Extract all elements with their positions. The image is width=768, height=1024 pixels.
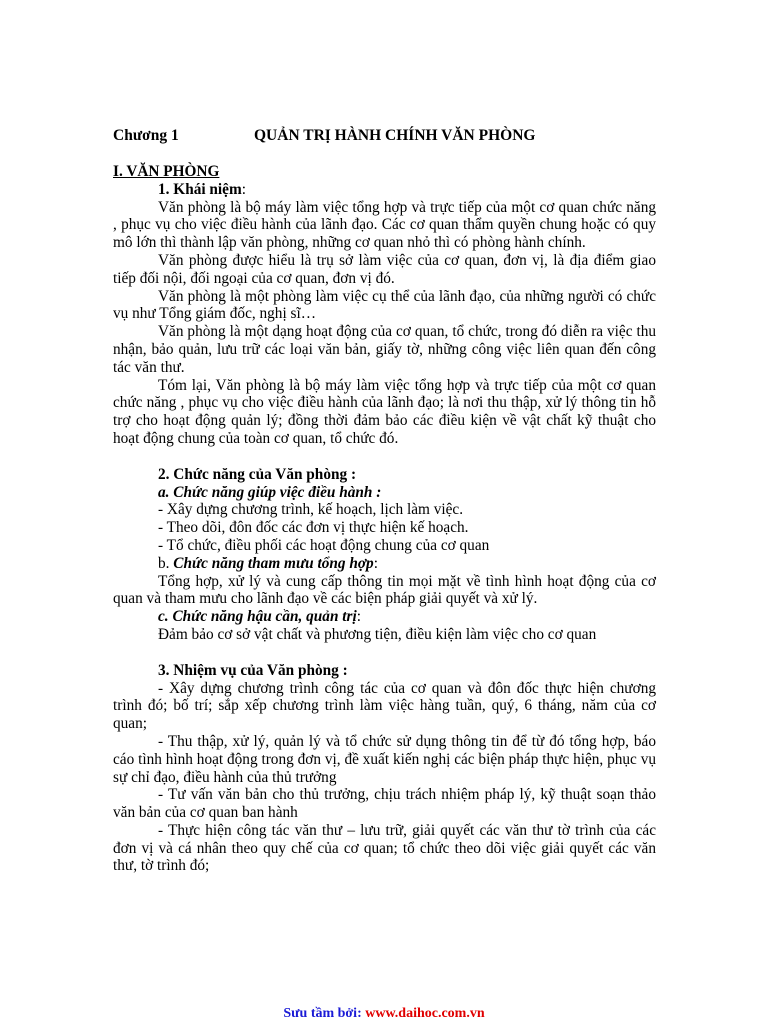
concept-paragraph-1: Văn phòng là bộ máy làm việc tổng hợp và trực tiếp của một cơ quan chức năng , phục vụ cho việc điều hành của lãnh đạo. Các cơ quan thẩm quyền chung hoặc có quy mô lớn thì thành lập văn phòng, những cơ quan nhỏ thì có phòng hành chính.	[113, 198, 656, 252]
function-b-text: Tổng hợp, xử lý và cung cấp thông tin mọi mặt về tình hình hoạt động của cơ quan và tham mưu cho lãnh đạo về các biện pháp giải quyết và xử lý.	[113, 572, 656, 608]
function-a-item-3: - Tổ chức, điều phối các hoạt động chung của cơ quan	[158, 536, 490, 554]
function-a-item-1: - Xây dựng chương trình, kế hoạch, lịch làm việc.	[158, 501, 464, 519]
duty-item-4: - Thực hiện công tác văn thư – lưu trữ, giải quyết các văn thư tờ trình của các đơn vị và cá nhân theo quy chế của cơ quan; tổ chức theo dõi việc giải quyết các văn thư, tờ trình đó;	[113, 821, 656, 875]
chapter-heading	[113, 127, 656, 145]
function-b-heading	[113, 555, 656, 573]
duty-item-3: - Tư vấn văn bản cho thủ trưởng, chịu trách nhiệm pháp lý, kỹ thuật soạn thảo văn bản của cơ quan ban hành	[113, 786, 656, 822]
chapter-title: QUẢN TRỊ HÀNH CHÍNH VĂN PHÒNG	[254, 127, 536, 144]
function-b-colon: :	[373, 554, 378, 572]
concept-paragraph-2: Văn phòng được hiểu là trụ sở làm việc của cơ quan, đơn vị, là địa điểm giao tiếp đối nội, đối ngoại của cơ quan, đơn vị đó.	[113, 251, 656, 287]
section-heading: I. VĂN PHÒNG	[113, 163, 220, 180]
function-a-heading: a. Chức năng giúp việc điều hành :	[158, 483, 382, 501]
functions-heading: 2. Chức năng của Văn phòng :	[158, 465, 357, 483]
duties-heading: 3. Nhiệm vụ của Văn phòng :	[158, 661, 348, 679]
duty-item-1: - Xây dựng chương trình công tác của cơ quan và đôn đốc thực hiện chương trình đó; bố trí; sắp xếp chương trình làm việc hàng tuần, quý, 6 tháng, năm của cơ quan;	[113, 679, 656, 733]
document-page	[113, 127, 656, 875]
function-b-title: Chức năng tham mưu tổng hợp	[173, 554, 374, 572]
concept-title: 1. Khái niệm	[158, 180, 242, 198]
function-c-colon: :	[356, 608, 361, 626]
concept-summary-paragraph: Tóm lại, Văn phòng là bộ máy làm việc tổng hợp và trực tiếp của một cơ quan chức năng , phục vụ cho việc điều hành của lãnh đạo; là nơi thu thập, xử lý thông tin hỗ trợ cho hoạt động quản lý; đồng thời đảm bảo các điều kiện về vật chất kỹ thuật cho hoạt động chung của toàn cơ quan, tổ chức đó.	[113, 376, 656, 447]
spacer	[113, 644, 656, 662]
concept-colon: :	[241, 180, 246, 198]
function-b-prefix: b.	[158, 554, 174, 572]
function-c-heading	[113, 608, 656, 626]
concept-heading	[113, 181, 656, 199]
chapter-number: Chương 1	[113, 127, 179, 144]
function-c-text: Đảm bảo cơ sở vật chất và phương tiện, điều kiện làm việc cho cơ quan	[158, 625, 597, 643]
concept-paragraph-3: Văn phòng là một phòng làm việc cụ thể của lãnh đạo, của những người có chức vụ như Tổng giám đốc, nghị sĩ…	[113, 287, 656, 323]
spacer	[113, 448, 656, 466]
footer-label: Sưu tầm bởi:	[283, 1006, 366, 1021]
concept-paragraph-4: Văn phòng là một dạng hoạt động của cơ quan, tổ chức, trong đó diễn ra việc thu nhận, bảo quản, lưu trữ các loại văn bản, giấy tờ, những công việc liên quan đến công tác văn thư.	[113, 323, 656, 376]
footer-url-link[interactable]: www.daihoc.com.vn	[365, 1006, 485, 1021]
footer-credit	[0, 1006, 768, 1022]
duty-item-2: - Thu thập, xử lý, quản lý và tổ chức sử dụng thông tin để từ đó tổng hợp, báo cáo tình hình hoạt động trong đơn vị, đề xuất kiến nghị các biện pháp thực hiện, phục vụ sự chỉ đạo, điều hành của thủ trưởng	[113, 732, 656, 786]
function-c-title: c. Chức năng hậu cần, quản trị	[158, 608, 357, 626]
function-a-item-2: - Theo dõi, đôn đốc các đơn vị thực hiện kế hoạch.	[158, 519, 469, 537]
